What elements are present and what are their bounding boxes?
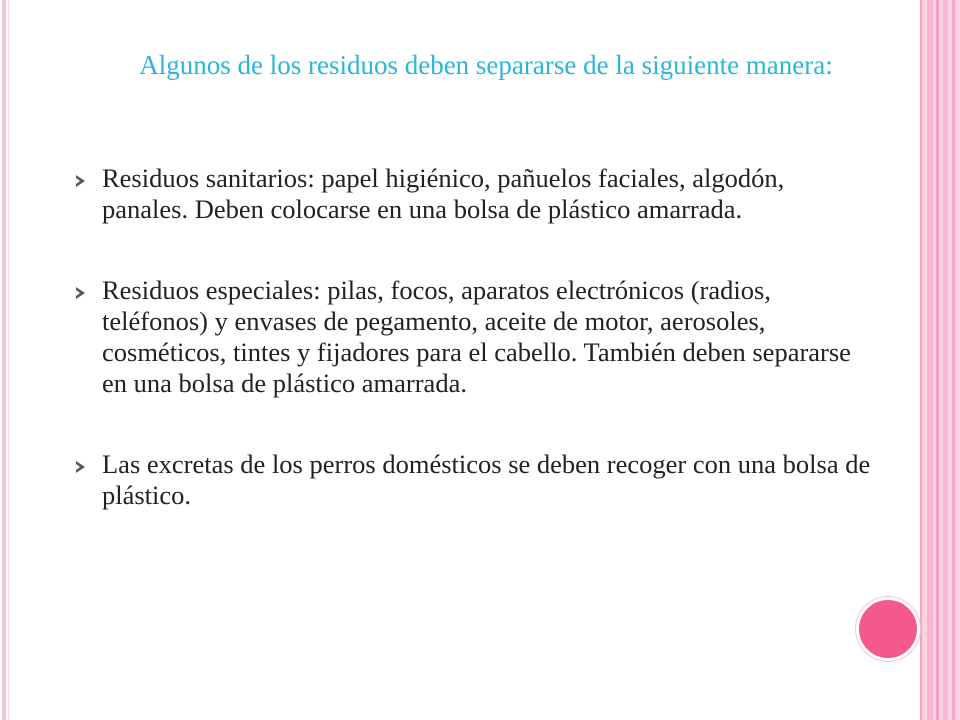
bullet-item bbox=[76, 449, 876, 511]
bullet-text: Residuos sanitarios: papel higiénico, pañuelos faciales, algodón, panales. Deben colocarse en una bolsa de plástico amarrada. bbox=[102, 163, 785, 224]
decorative-stripe bbox=[936, 0, 939, 720]
left-border-thin-line bbox=[8, 0, 9, 720]
decorative-stripe bbox=[943, 0, 948, 720]
bullet-item bbox=[76, 275, 876, 399]
slide-title: Algunos de los residuos deben separarse de la siguiente manera: bbox=[139, 50, 833, 80]
arrowhead-bullet-icon bbox=[76, 287, 85, 299]
bullet-text: Las excretas de los perros domésticos se deben recoger con una bolsa de plástico. bbox=[102, 449, 871, 510]
bullet-list bbox=[76, 163, 876, 561]
bullet-item bbox=[76, 163, 876, 225]
pink-circle-decoration bbox=[856, 597, 920, 661]
arrowhead-bullet-icon bbox=[76, 461, 85, 473]
bullet-text: Residuos especiales: pilas, focos, aparatos electrónicos (radios, teléfonos) y envases de pegamento, aceite de motor, aerosoles, cosméticos, tintes y fijadores para el cabello. También deben separarse en una bolsa de plástico amarrada. bbox=[102, 275, 851, 398]
arrowhead-bullet-icon bbox=[76, 175, 85, 187]
left-border-line bbox=[2, 0, 6, 720]
decorative-stripe bbox=[920, 0, 922, 720]
decorative-stripe bbox=[952, 0, 955, 720]
decorative-stripe bbox=[927, 0, 933, 720]
